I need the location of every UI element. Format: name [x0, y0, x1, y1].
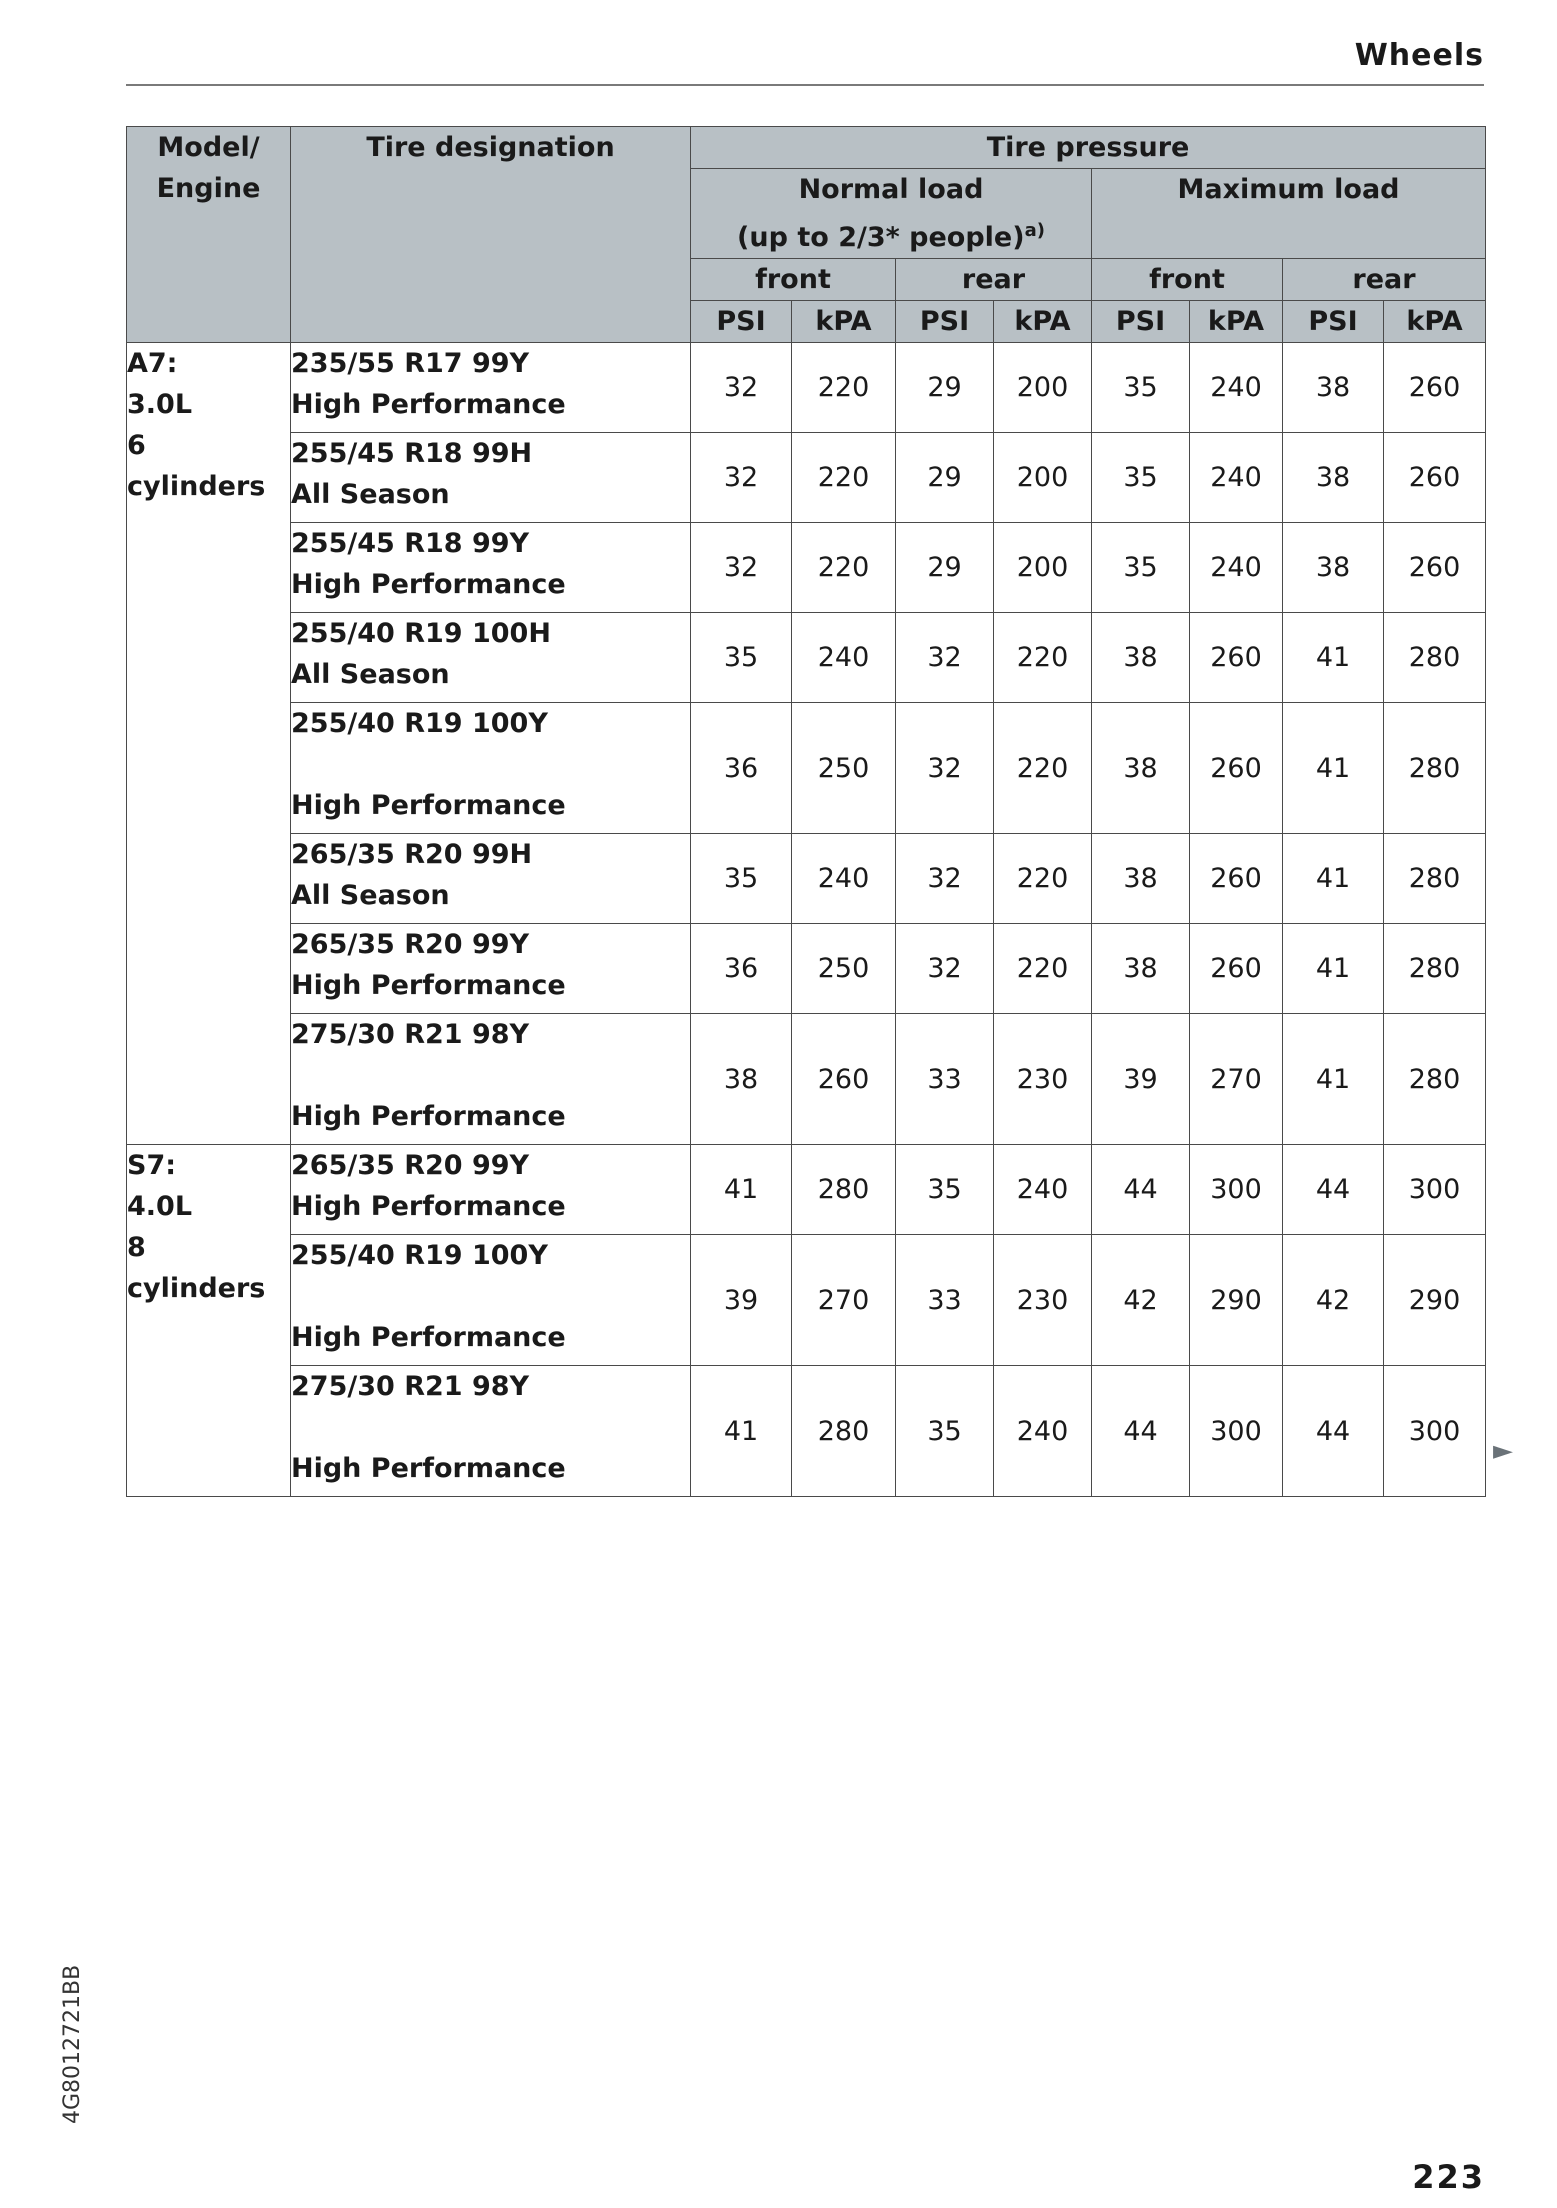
tire-size: 255/45 R18 99Y: [291, 528, 530, 559]
pressure-value-cell: 35: [1092, 343, 1190, 433]
pressure-value-cell: 300: [1384, 1366, 1486, 1497]
pressure-value-cell: 32: [896, 613, 994, 703]
table-header: [127, 127, 1486, 343]
tire-size: 255/45 R18 99H: [291, 438, 533, 469]
tire-designation-cell: [291, 1145, 691, 1235]
tire-size: 265/35 R20 99Y: [291, 929, 530, 960]
tire-size: 235/55 R17 99Y: [291, 348, 530, 379]
model-engine-header-text: Model/ Engine: [156, 132, 261, 204]
normal-rear-header: rear: [896, 259, 1092, 301]
pressure-value-cell: 41: [1283, 703, 1384, 834]
pressure-value-cell: 280: [1384, 924, 1486, 1014]
unit-psi-header: PSI: [1092, 301, 1190, 343]
pressure-value-cell: 220: [994, 613, 1092, 703]
pressure-value-cell: 300: [1384, 1145, 1486, 1235]
table-row: [127, 834, 1486, 924]
pressure-value-cell: 36: [691, 924, 792, 1014]
pressure-value-cell: 260: [1190, 924, 1283, 1014]
pressure-value-cell: 38: [1283, 343, 1384, 433]
tire-designation-cell: [291, 433, 691, 523]
pressure-value-cell: 38: [1092, 703, 1190, 834]
pressure-value-cell: 35: [896, 1366, 994, 1497]
pressure-value-cell: 38: [1283, 523, 1384, 613]
pressure-value-cell: 38: [1092, 924, 1190, 1014]
tire-size: 265/35 R20 99H: [291, 839, 533, 870]
tire-type: All Season: [291, 880, 450, 911]
pressure-value-cell: 220: [792, 343, 896, 433]
max-rear-header: rear: [1283, 259, 1486, 301]
pressure-value-cell: 260: [1190, 703, 1283, 834]
pressure-value-cell: 250: [792, 703, 896, 834]
pressure-value-cell: 29: [896, 343, 994, 433]
pressure-value-cell: 35: [691, 834, 792, 924]
pressure-value-cell: 38: [1092, 834, 1190, 924]
pressure-value-cell: 260: [1190, 613, 1283, 703]
tire-designation-cell: [291, 1014, 691, 1145]
tire-type: High Performance: [291, 1322, 566, 1353]
pressure-value-cell: 42: [1092, 1235, 1190, 1366]
pressure-value-cell: 35: [896, 1145, 994, 1235]
tire-type: High Performance: [291, 970, 566, 1001]
tire-size: 275/30 R21 98Y: [291, 1019, 530, 1050]
pressure-value-cell: 300: [1190, 1145, 1283, 1235]
table-row: [127, 433, 1486, 523]
pressure-value-cell: 200: [994, 523, 1092, 613]
tire-designation-header: Tire designation: [291, 127, 691, 343]
section-title: Wheels: [1354, 38, 1484, 73]
tire-type: High Performance: [291, 1101, 566, 1132]
pressure-value-cell: 33: [896, 1235, 994, 1366]
tire-designation-cell: [291, 834, 691, 924]
document-code: 4G8012721BB: [60, 1964, 85, 2124]
pressure-value-cell: 260: [792, 1014, 896, 1145]
tire-size: 275/30 R21 98Y: [291, 1371, 530, 1402]
pressure-value-cell: 41: [1283, 613, 1384, 703]
table-row: [127, 1366, 1486, 1497]
pressure-value-cell: 280: [1384, 703, 1486, 834]
tire-size: 255/40 R19 100H: [291, 618, 551, 649]
table-row: [127, 1235, 1486, 1366]
pressure-value-cell: 240: [1190, 523, 1283, 613]
pressure-value-cell: 38: [1283, 433, 1384, 523]
pressure-value-cell: 260: [1190, 834, 1283, 924]
max-front-header: front: [1092, 259, 1283, 301]
model-engine-cell: A7: 3.0L 6 cylinders: [127, 343, 291, 1145]
pressure-value-cell: 230: [994, 1235, 1092, 1366]
table-row: [127, 343, 1486, 433]
pressure-value-cell: 220: [994, 703, 1092, 834]
pressure-value-cell: 290: [1384, 1235, 1486, 1366]
pressure-value-cell: 44: [1092, 1145, 1190, 1235]
unit-kpa-header: kPA: [1190, 301, 1283, 343]
pressure-value-cell: 41: [691, 1366, 792, 1497]
pressure-value-cell: 290: [1190, 1235, 1283, 1366]
pressure-value-cell: 260: [1384, 523, 1486, 613]
pressure-value-cell: 280: [792, 1145, 896, 1235]
pressure-value-cell: 240: [994, 1145, 1092, 1235]
table-row: [127, 613, 1486, 703]
unit-psi-header: PSI: [896, 301, 994, 343]
pressure-value-cell: 280: [792, 1366, 896, 1497]
unit-kpa-header: kPA: [792, 301, 896, 343]
tire-type: High Performance: [291, 569, 566, 600]
model-engine-header: [127, 127, 291, 343]
pressure-value-cell: 32: [691, 523, 792, 613]
unit-psi-header: PSI: [1283, 301, 1384, 343]
pressure-value-cell: 29: [896, 523, 994, 613]
pressure-value-cell: 240: [1190, 343, 1283, 433]
tire-designation-cell: [291, 703, 691, 834]
tire-type: All Season: [291, 659, 450, 690]
pressure-value-cell: 36: [691, 703, 792, 834]
unit-kpa-header: kPA: [1384, 301, 1486, 343]
pressure-value-cell: 44: [1283, 1145, 1384, 1235]
tire-type: High Performance: [291, 389, 566, 420]
normal-load-label: Normal load: [798, 174, 984, 205]
pressure-value-cell: 250: [792, 924, 896, 1014]
pressure-value-cell: 32: [896, 703, 994, 834]
tire-size: 255/40 R19 100Y: [291, 1240, 548, 1271]
pressure-value-cell: 38: [691, 1014, 792, 1145]
pressure-value-cell: 260: [1384, 433, 1486, 523]
unit-psi-header: PSI: [691, 301, 792, 343]
pressure-value-cell: 280: [1384, 1014, 1486, 1145]
pressure-value-cell: 39: [1092, 1014, 1190, 1145]
tire-type: All Season: [291, 479, 450, 510]
maximum-load-header: Maximum load: [1092, 169, 1486, 259]
pressure-value-cell: 41: [1283, 834, 1384, 924]
pressure-value-cell: 35: [1092, 433, 1190, 523]
pressure-value-cell: 32: [691, 433, 792, 523]
pressure-value-cell: 35: [1092, 523, 1190, 613]
tire-designation-cell: [291, 613, 691, 703]
pressure-value-cell: 220: [792, 433, 896, 523]
table-row: [127, 703, 1486, 834]
pressure-value-cell: 240: [792, 834, 896, 924]
tire-pressure-table: [126, 126, 1486, 1497]
pressure-value-cell: 280: [1384, 834, 1486, 924]
normal-load-header: [691, 169, 1092, 259]
pressure-value-cell: 230: [994, 1014, 1092, 1145]
tire-size: 265/35 R20 99Y: [291, 1150, 530, 1181]
pressure-value-cell: 240: [792, 613, 896, 703]
pressure-value-cell: 220: [994, 834, 1092, 924]
tire-designation-cell: [291, 924, 691, 1014]
tire-type: High Performance: [291, 1453, 566, 1484]
model-engine-cell: S7: 4.0L 8 cylinders: [127, 1145, 291, 1497]
page-number: 223: [1412, 2158, 1485, 2196]
table-row: [127, 523, 1486, 613]
pressure-value-cell: 300: [1190, 1366, 1283, 1497]
continue-arrow-icon: ►: [1493, 1436, 1513, 1466]
tire-designation-cell: [291, 1235, 691, 1366]
tire-designation-cell: [291, 523, 691, 613]
pressure-value-cell: 280: [1384, 613, 1486, 703]
tire-size: 255/40 R19 100Y: [291, 708, 548, 739]
pressure-value-cell: 32: [896, 924, 994, 1014]
pressure-value-cell: 41: [1283, 924, 1384, 1014]
pressure-value-cell: 240: [1190, 433, 1283, 523]
pressure-value-cell: 38: [1092, 613, 1190, 703]
tire-designation-cell: [291, 1366, 691, 1497]
normal-load-sub: (up to 2/3* people): [737, 222, 1025, 253]
pressure-value-cell: 270: [792, 1235, 896, 1366]
table-row: [127, 1145, 1486, 1235]
pressure-value-cell: 200: [994, 343, 1092, 433]
pressure-value-cell: 44: [1092, 1366, 1190, 1497]
pressure-value-cell: 32: [691, 343, 792, 433]
pressure-value-cell: 35: [691, 613, 792, 703]
tire-type: High Performance: [291, 790, 566, 821]
pressure-value-cell: 33: [896, 1014, 994, 1145]
pressure-value-cell: 44: [1283, 1366, 1384, 1497]
pressure-value-cell: 41: [1283, 1014, 1384, 1145]
table-body: [127, 343, 1486, 1497]
pressure-value-cell: 220: [994, 924, 1092, 1014]
table-row: [127, 924, 1486, 1014]
footnote-marker: a): [1024, 220, 1045, 241]
pressure-value-cell: 29: [896, 433, 994, 523]
header-divider: [126, 84, 1484, 86]
pressure-value-cell: 39: [691, 1235, 792, 1366]
pressure-value-cell: 32: [896, 834, 994, 924]
pressure-value-cell: 260: [1384, 343, 1486, 433]
unit-kpa-header: kPA: [994, 301, 1092, 343]
normal-front-header: front: [691, 259, 896, 301]
table-row: [127, 1014, 1486, 1145]
pressure-value-cell: 270: [1190, 1014, 1283, 1145]
pressure-value-cell: 220: [792, 523, 896, 613]
tire-designation-cell: [291, 343, 691, 433]
pressure-value-cell: 240: [994, 1366, 1092, 1497]
tire-type: High Performance: [291, 1191, 566, 1222]
pressure-value-cell: 42: [1283, 1235, 1384, 1366]
pressure-value-cell: 200: [994, 433, 1092, 523]
tire-pressure-header: Tire pressure: [691, 127, 1486, 169]
pressure-value-cell: 41: [691, 1145, 792, 1235]
